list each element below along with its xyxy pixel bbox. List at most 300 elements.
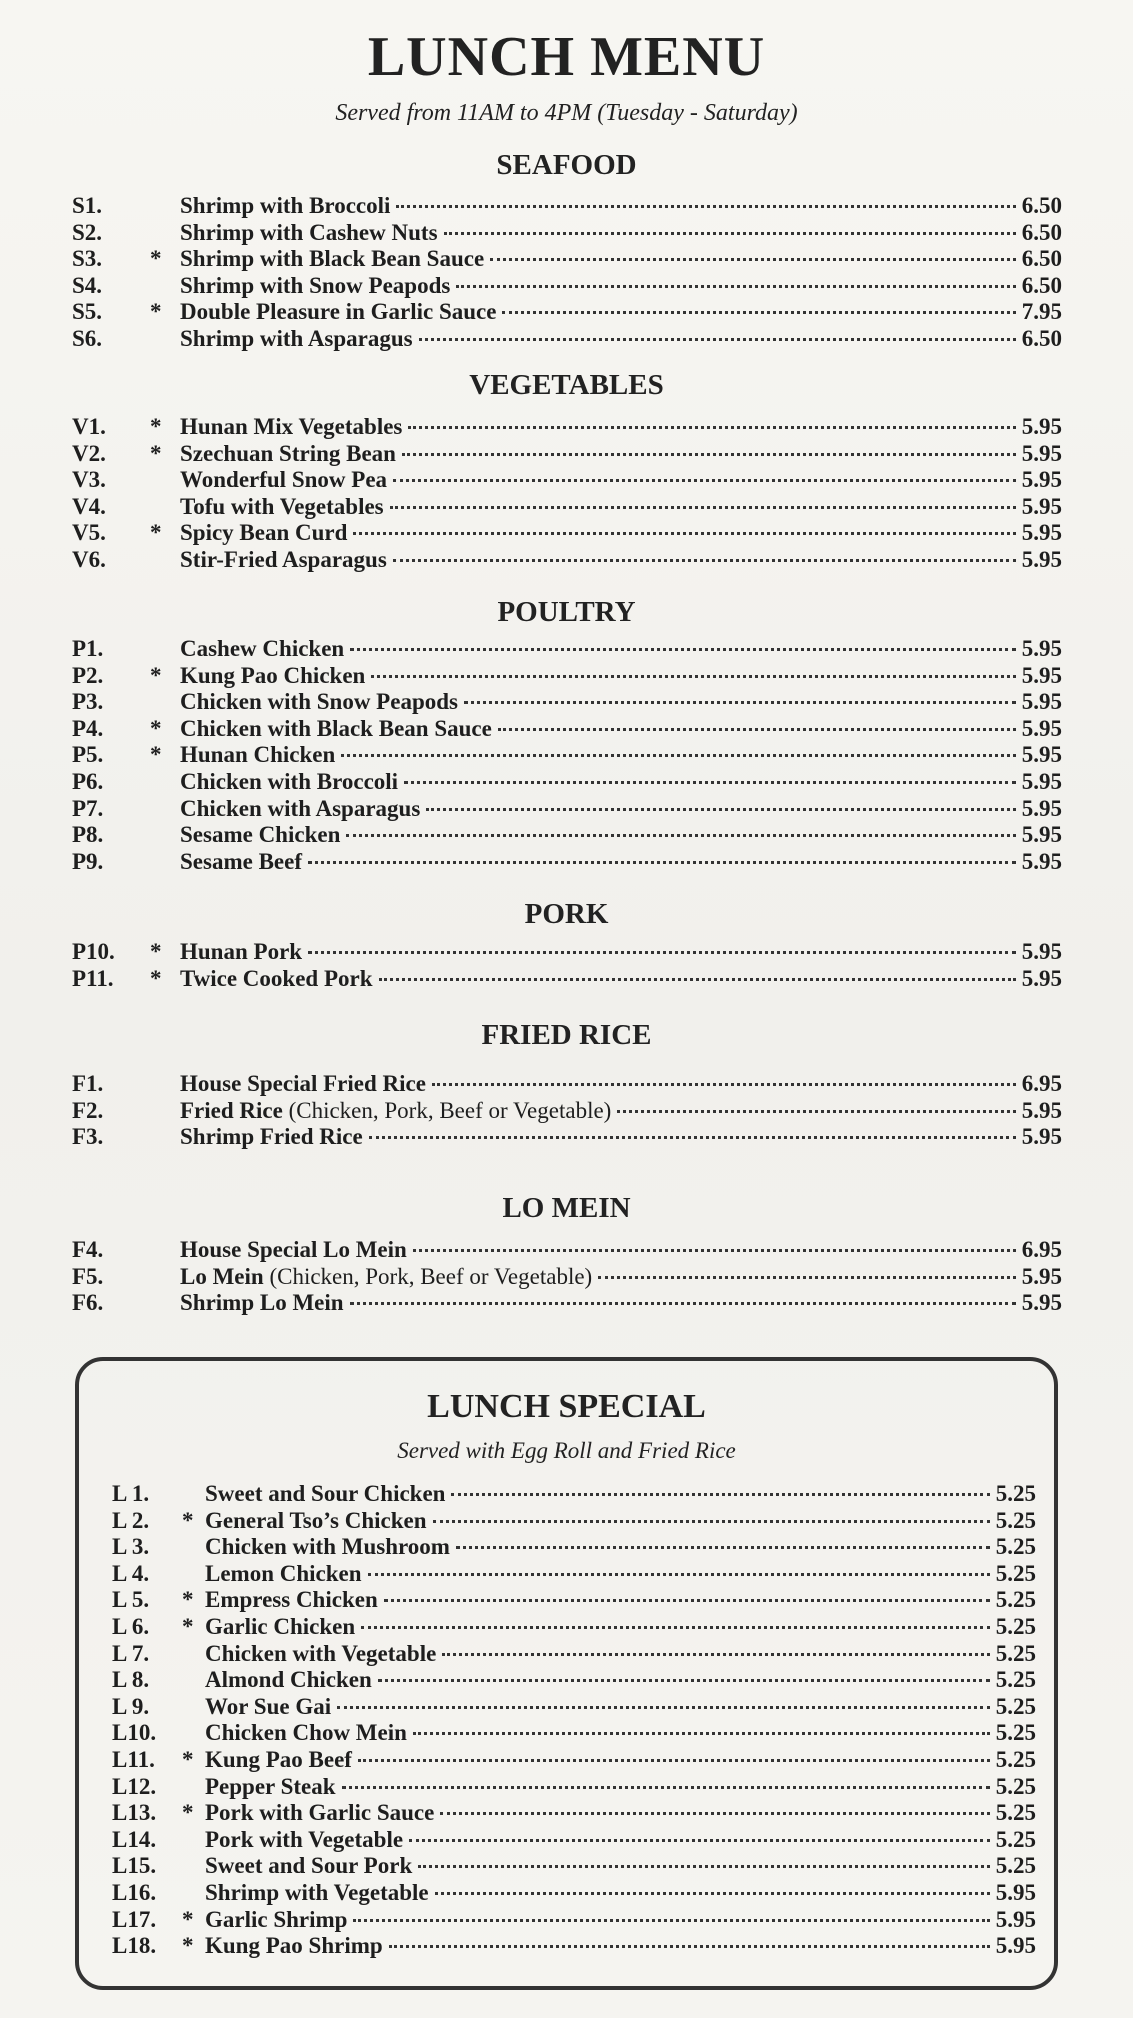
section-list-fried-rice	[72, 1071, 1062, 1151]
spicy-star-marker: *	[150, 299, 162, 325]
item-name: Twice Cooked Pork	[180, 965, 373, 991]
item-line	[180, 441, 1062, 468]
dot-leader	[404, 781, 1016, 784]
item-name-group	[180, 769, 398, 796]
item-price: 5.25	[995, 1773, 1036, 1799]
menu-item-row	[72, 822, 1062, 849]
dot-leader	[308, 861, 1016, 864]
menu-item-row	[72, 769, 1062, 796]
item-code: S6.	[72, 325, 103, 351]
item-price: 5.95	[1021, 689, 1062, 715]
item-name: Sweet and Sour Chicken	[205, 1481, 446, 1506]
item-name-group	[180, 299, 496, 326]
menu-item-row	[112, 1508, 1036, 1535]
item-line	[205, 1694, 1036, 1721]
item-price: 7.95	[1021, 299, 1062, 325]
item-name-group	[205, 1827, 403, 1854]
item-code: F4.	[72, 1237, 104, 1262]
menu-item-row	[112, 1587, 1036, 1614]
dot-leader	[413, 1249, 1016, 1252]
item-code: L18.	[112, 1933, 157, 1959]
menu-item-row	[112, 1481, 1036, 1508]
item-name: Empress Chicken	[205, 1587, 378, 1613]
dot-leader	[396, 205, 1015, 208]
item-name: Chicken with Vegetable	[205, 1640, 437, 1666]
item-name: Pork with Vegetable	[205, 1826, 404, 1852]
dot-leader	[451, 1493, 989, 1496]
item-line	[205, 1508, 1036, 1535]
dot-leader	[456, 1546, 990, 1549]
item-line	[205, 1747, 1036, 1774]
item-line	[180, 193, 1062, 220]
item-name-group	[205, 1641, 436, 1668]
item-name-group	[180, 849, 302, 876]
dot-leader	[371, 675, 1015, 678]
menu-item-row	[72, 966, 1062, 993]
item-name-group	[205, 1800, 434, 1827]
item-price: 5.95	[1021, 493, 1062, 519]
spicy-star-marker: *	[150, 662, 162, 688]
item-name: Spicy Bean Curd	[180, 520, 348, 546]
item-line	[205, 1933, 1036, 1960]
item-code: L13.	[112, 1800, 157, 1826]
item-code: L 9.	[112, 1693, 150, 1719]
item-line	[205, 1853, 1036, 1880]
item-line	[205, 1907, 1036, 1934]
section-title-lo-mein: LO MEIN	[502, 1192, 631, 1224]
item-price: 5.95	[1021, 467, 1062, 493]
menu-item-row	[112, 1827, 1036, 1854]
item-line	[180, 299, 1062, 326]
section-list-poultry	[72, 636, 1062, 875]
dot-leader	[402, 453, 1016, 456]
item-code: L10.	[112, 1720, 157, 1746]
menu-item-row	[72, 796, 1062, 823]
item-code: V1.	[72, 414, 106, 439]
menu-item-row	[72, 689, 1062, 716]
item-line	[205, 1667, 1036, 1694]
menu-item-row	[112, 1694, 1036, 1721]
item-name: Double Pleasure in Garlic Sauce	[180, 299, 497, 325]
item-code: V2.	[72, 440, 106, 466]
menu-item-row	[112, 1667, 1036, 1694]
menu-item-row	[72, 520, 1062, 547]
item-name: Cashew Chicken	[180, 636, 345, 661]
item-line	[205, 1587, 1036, 1614]
page-title: LUNCH MENU	[367, 26, 766, 88]
item-code: L 8.	[112, 1667, 150, 1693]
item-line	[180, 467, 1062, 494]
item-name-group	[180, 1124, 363, 1151]
dot-leader	[432, 1083, 1016, 1086]
menu-item-row	[112, 1800, 1036, 1827]
item-line	[180, 636, 1062, 663]
dot-leader	[368, 1573, 990, 1576]
item-name-group	[180, 796, 420, 823]
item-line	[180, 220, 1062, 247]
item-name-group	[205, 1587, 378, 1614]
item-name-group	[205, 1853, 412, 1880]
menu-item-row	[72, 1071, 1062, 1098]
section-list-vegetables	[72, 414, 1062, 574]
item-price: 5.25	[995, 1587, 1036, 1613]
dot-leader	[426, 808, 1015, 811]
dot-leader	[440, 1812, 989, 1815]
menu-item-row	[72, 716, 1062, 743]
item-name-group	[205, 1933, 383, 1960]
item-code: P11.	[72, 965, 114, 991]
section-title-pork: PORK	[524, 898, 609, 930]
item-code: L15.	[112, 1853, 157, 1879]
item-name: Tofu with Vegetables	[180, 493, 384, 519]
spicy-star-marker: *	[182, 1613, 194, 1639]
menu-item-row	[72, 299, 1062, 326]
dot-leader	[378, 1679, 990, 1682]
item-line	[180, 742, 1062, 769]
item-code: P7.	[72, 795, 104, 821]
dot-leader	[444, 232, 1016, 235]
item-line	[180, 716, 1062, 743]
item-price: 5.95	[1021, 742, 1062, 768]
spicy-star-marker: *	[182, 1587, 194, 1613]
menu-item-row	[72, 494, 1062, 521]
item-name-group	[180, 822, 340, 849]
item-name-group	[180, 689, 458, 716]
item-code: L11.	[112, 1746, 155, 1772]
item-price: 5.95	[1021, 1124, 1062, 1150]
item-price: 5.95	[995, 1906, 1036, 1932]
item-price: 5.95	[1021, 965, 1062, 991]
lunch-special-subtitle: Served with Egg Roll and Fried Rice	[397, 1438, 736, 1463]
spicy-star-marker: *	[150, 742, 162, 768]
item-name-group	[205, 1667, 372, 1694]
item-name: Wor Sue Gai	[205, 1693, 332, 1719]
item-name-group	[205, 1614, 355, 1641]
item-name-group	[180, 966, 373, 993]
item-name-group	[205, 1481, 445, 1508]
item-name: Chicken with Snow Peapods	[180, 689, 458, 715]
item-code: P1.	[72, 636, 104, 661]
item-name-group	[205, 1534, 450, 1561]
item-name-group	[180, 326, 413, 353]
item-name: Szechuan String Bean	[180, 440, 396, 466]
item-line	[180, 663, 1062, 690]
menu-item-row	[72, 663, 1062, 690]
item-line	[180, 1124, 1062, 1151]
item-price: 5.95	[1021, 1097, 1062, 1123]
item-line	[205, 1774, 1036, 1801]
item-price: 5.25	[995, 1826, 1036, 1852]
dot-leader	[393, 559, 1016, 562]
item-code: P9.	[72, 848, 104, 874]
item-name: Kung Pao Chicken	[180, 662, 366, 688]
dot-leader	[384, 1599, 990, 1602]
spicy-star-marker: *	[150, 246, 162, 272]
item-line	[205, 1800, 1036, 1827]
item-name-group	[205, 1774, 336, 1801]
dot-leader	[490, 258, 1016, 261]
item-name-group	[180, 1290, 344, 1317]
dot-leader	[393, 479, 1016, 482]
spicy-star-marker: *	[150, 715, 162, 741]
item-name: Shrimp with Asparagus	[180, 325, 413, 351]
item-price: 5.25	[995, 1693, 1036, 1719]
spicy-star-marker: *	[182, 1746, 194, 1772]
section-list-pork	[72, 939, 1062, 992]
item-name: House Special Lo Mein	[180, 1237, 407, 1262]
item-line	[180, 849, 1062, 876]
item-code: P3.	[72, 689, 104, 715]
item-code: L17.	[112, 1906, 157, 1932]
dot-leader	[598, 1276, 1016, 1279]
item-name: Hunan Chicken	[180, 742, 336, 768]
item-line	[180, 966, 1062, 993]
item-price: 6.50	[1021, 219, 1062, 245]
item-line	[180, 273, 1062, 300]
item-price: 6.50	[1021, 246, 1062, 272]
dot-leader	[456, 285, 1015, 288]
item-name-group	[205, 1747, 352, 1774]
spicy-star-marker: *	[182, 1800, 194, 1826]
menu-item-row	[112, 1641, 1036, 1668]
item-code: S2.	[72, 219, 103, 245]
item-price: 5.95	[1021, 1290, 1062, 1316]
item-price: 5.95	[1021, 662, 1062, 688]
item-line	[180, 939, 1062, 966]
dot-leader	[346, 834, 1015, 837]
item-name: Hunan Mix Vegetables	[180, 414, 403, 439]
item-line	[205, 1827, 1036, 1854]
item-name-group	[205, 1561, 362, 1588]
item-name-group	[180, 1237, 407, 1264]
item-code: L 4.	[112, 1560, 150, 1586]
item-price: 5.25	[995, 1853, 1036, 1879]
item-price: 5.95	[1021, 848, 1062, 874]
spicy-star-marker: *	[150, 939, 162, 964]
menu-item-row	[112, 1561, 1036, 1588]
lunch-special-list	[112, 1481, 1036, 1960]
item-code: L 7.	[112, 1640, 150, 1666]
item-name-group	[205, 1907, 347, 1934]
item-line	[180, 796, 1062, 823]
item-code: P4.	[72, 715, 104, 741]
item-name: Fried Rice	[180, 1097, 283, 1123]
item-code: F6.	[72, 1290, 104, 1316]
menu-item-row	[112, 1907, 1036, 1934]
item-code: V4.	[72, 493, 106, 519]
dot-leader	[390, 506, 1016, 509]
item-code: L 1.	[112, 1481, 150, 1506]
menu-item-row	[72, 326, 1062, 353]
section-title-fried-rice: FRIED RICE	[481, 1019, 652, 1051]
item-code: F3.	[72, 1124, 104, 1150]
section-list-seafood	[72, 193, 1062, 353]
item-price: 6.50	[1021, 325, 1062, 351]
spicy-star-marker: *	[150, 414, 162, 439]
item-price: 5.95	[1021, 822, 1062, 848]
menu-item-row	[112, 1774, 1036, 1801]
item-code: S4.	[72, 272, 103, 298]
menu-item-row	[72, 246, 1062, 273]
dot-leader	[308, 951, 1016, 954]
item-name: General Tso’s Chicken	[205, 1507, 427, 1533]
dot-leader	[389, 1945, 990, 1948]
item-name-group	[180, 939, 302, 966]
item-code: P6.	[72, 768, 104, 794]
menu-item-row	[72, 441, 1062, 468]
spicy-star-marker: *	[150, 520, 162, 546]
item-code: V6.	[72, 546, 106, 572]
dot-leader	[342, 1786, 990, 1789]
dot-leader	[409, 1839, 990, 1842]
item-line	[205, 1534, 1036, 1561]
item-name-group	[180, 273, 450, 300]
item-line	[205, 1641, 1036, 1668]
item-code: V5.	[72, 520, 106, 546]
menu-item-row	[72, 742, 1062, 769]
item-price: 5.95	[995, 1879, 1036, 1905]
item-name: Chicken with Black Bean Sauce	[180, 715, 492, 741]
dot-leader	[353, 1919, 989, 1922]
spicy-star-marker: *	[182, 1933, 194, 1959]
spicy-star-marker: *	[150, 440, 162, 466]
dot-leader	[408, 426, 1015, 429]
page-subtitle: Served from 11AM to 4PM (Tuesday - Saturday)	[335, 100, 798, 126]
item-code: S1.	[72, 193, 103, 218]
item-price: 5.25	[995, 1667, 1036, 1693]
item-name: Shrimp Lo Mein	[180, 1290, 344, 1316]
item-line	[180, 1071, 1062, 1098]
item-name: Chicken with Asparagus	[180, 795, 421, 821]
item-line	[205, 1720, 1036, 1747]
menu-item-row	[112, 1747, 1036, 1774]
item-name: Kung Pao Shrimp	[205, 1933, 383, 1959]
item-name: Pork with Garlic Sauce	[205, 1800, 435, 1826]
item-name-group	[205, 1720, 407, 1747]
item-name-group	[180, 220, 438, 247]
menu-item-row	[72, 849, 1062, 876]
item-name-group	[180, 742, 335, 769]
item-price: 5.25	[995, 1746, 1036, 1772]
item-name: Almond Chicken	[205, 1667, 372, 1693]
item-name-group	[180, 1098, 611, 1125]
item-line	[180, 769, 1062, 796]
item-line	[180, 689, 1062, 716]
item-line	[205, 1880, 1036, 1907]
section-list-lo-mein	[72, 1237, 1062, 1317]
item-name: Hunan Pork	[180, 939, 303, 964]
item-line	[180, 822, 1062, 849]
item-name: Shrimp with Snow Peapods	[180, 272, 451, 298]
dot-leader	[350, 648, 1016, 651]
item-name: Kung Pao Beef	[205, 1746, 352, 1772]
item-price: 5.95	[1021, 520, 1062, 546]
item-name-group	[180, 193, 390, 220]
item-name: Shrimp with Black Bean Sauce	[180, 246, 485, 272]
menu-item-row	[112, 1933, 1036, 1960]
item-name-group	[180, 494, 384, 521]
item-code: P2.	[72, 662, 104, 688]
item-name-group	[180, 414, 402, 441]
item-price: 5.25	[995, 1613, 1036, 1639]
menu-item-row	[72, 1237, 1062, 1264]
item-name: Chicken with Mushroom	[205, 1534, 450, 1560]
menu-item-row	[72, 467, 1062, 494]
item-line	[180, 246, 1062, 273]
item-name-group	[180, 663, 365, 690]
item-code: F1.	[72, 1071, 104, 1096]
item-price: 5.25	[995, 1640, 1036, 1666]
item-price: 5.25	[995, 1507, 1036, 1533]
menu-item-row	[112, 1853, 1036, 1880]
item-price: 6.95	[1021, 1071, 1062, 1096]
menu-item-row	[72, 547, 1062, 574]
menu-item-row	[72, 636, 1062, 663]
item-name-group	[205, 1694, 331, 1721]
item-price: 5.25	[995, 1560, 1036, 1586]
item-name: Sesame Chicken	[180, 822, 341, 848]
dot-leader	[435, 1892, 990, 1895]
dot-leader	[433, 1520, 990, 1523]
section-title-seafood: SEAFOOD	[496, 149, 637, 181]
item-code: L 5.	[112, 1587, 150, 1613]
item-price: 5.95	[1021, 795, 1062, 821]
spicy-star-marker: *	[150, 965, 162, 991]
dot-leader	[502, 311, 1015, 314]
dot-leader	[353, 532, 1015, 535]
dot-leader	[418, 1865, 990, 1868]
item-line	[180, 1098, 1062, 1125]
menu-item-row	[72, 939, 1062, 966]
spicy-star-marker: *	[182, 1507, 194, 1533]
item-price: 5.95	[1021, 768, 1062, 794]
item-code: L 3.	[112, 1534, 150, 1560]
item-name-group	[180, 246, 484, 273]
item-code: F2.	[72, 1097, 104, 1123]
item-line	[180, 494, 1062, 521]
item-name: Sesame Beef	[180, 848, 302, 874]
item-line	[180, 326, 1062, 353]
item-price: 5.25	[995, 1534, 1036, 1560]
item-code: L 2.	[112, 1507, 150, 1533]
item-name: Shrimp Fried Rice	[180, 1124, 363, 1150]
dot-leader	[617, 1110, 1015, 1113]
item-price: 5.95	[1021, 414, 1062, 439]
dot-leader	[350, 1302, 1016, 1305]
item-name-group	[205, 1508, 427, 1535]
item-name: Garlic Shrimp	[205, 1906, 348, 1932]
item-name: Wonderful Snow Pea	[180, 467, 388, 493]
item-name: House Special Fried Rice	[180, 1071, 426, 1096]
menu-item-row	[72, 414, 1062, 441]
item-line	[180, 1264, 1062, 1291]
item-price: 6.95	[1021, 1237, 1062, 1262]
spicy-star-marker: *	[182, 1906, 194, 1932]
dot-leader	[369, 1136, 1016, 1139]
section-title-poultry: POULTRY	[497, 596, 636, 628]
item-price: 5.95	[1021, 440, 1062, 466]
item-code: L14.	[112, 1826, 157, 1852]
item-price: 6.50	[1021, 193, 1062, 218]
item-price: 5.95	[1021, 546, 1062, 572]
item-note: (Chicken, Pork, Beef or Vegetable)	[282, 1097, 612, 1123]
item-price: 5.95	[995, 1933, 1036, 1959]
menu-item-row	[112, 1880, 1036, 1907]
lunch-special-title: LUNCH SPECIAL	[427, 1388, 706, 1425]
item-price: 5.95	[1021, 636, 1062, 661]
dot-leader	[358, 1759, 990, 1762]
item-price: 5.25	[995, 1481, 1036, 1506]
